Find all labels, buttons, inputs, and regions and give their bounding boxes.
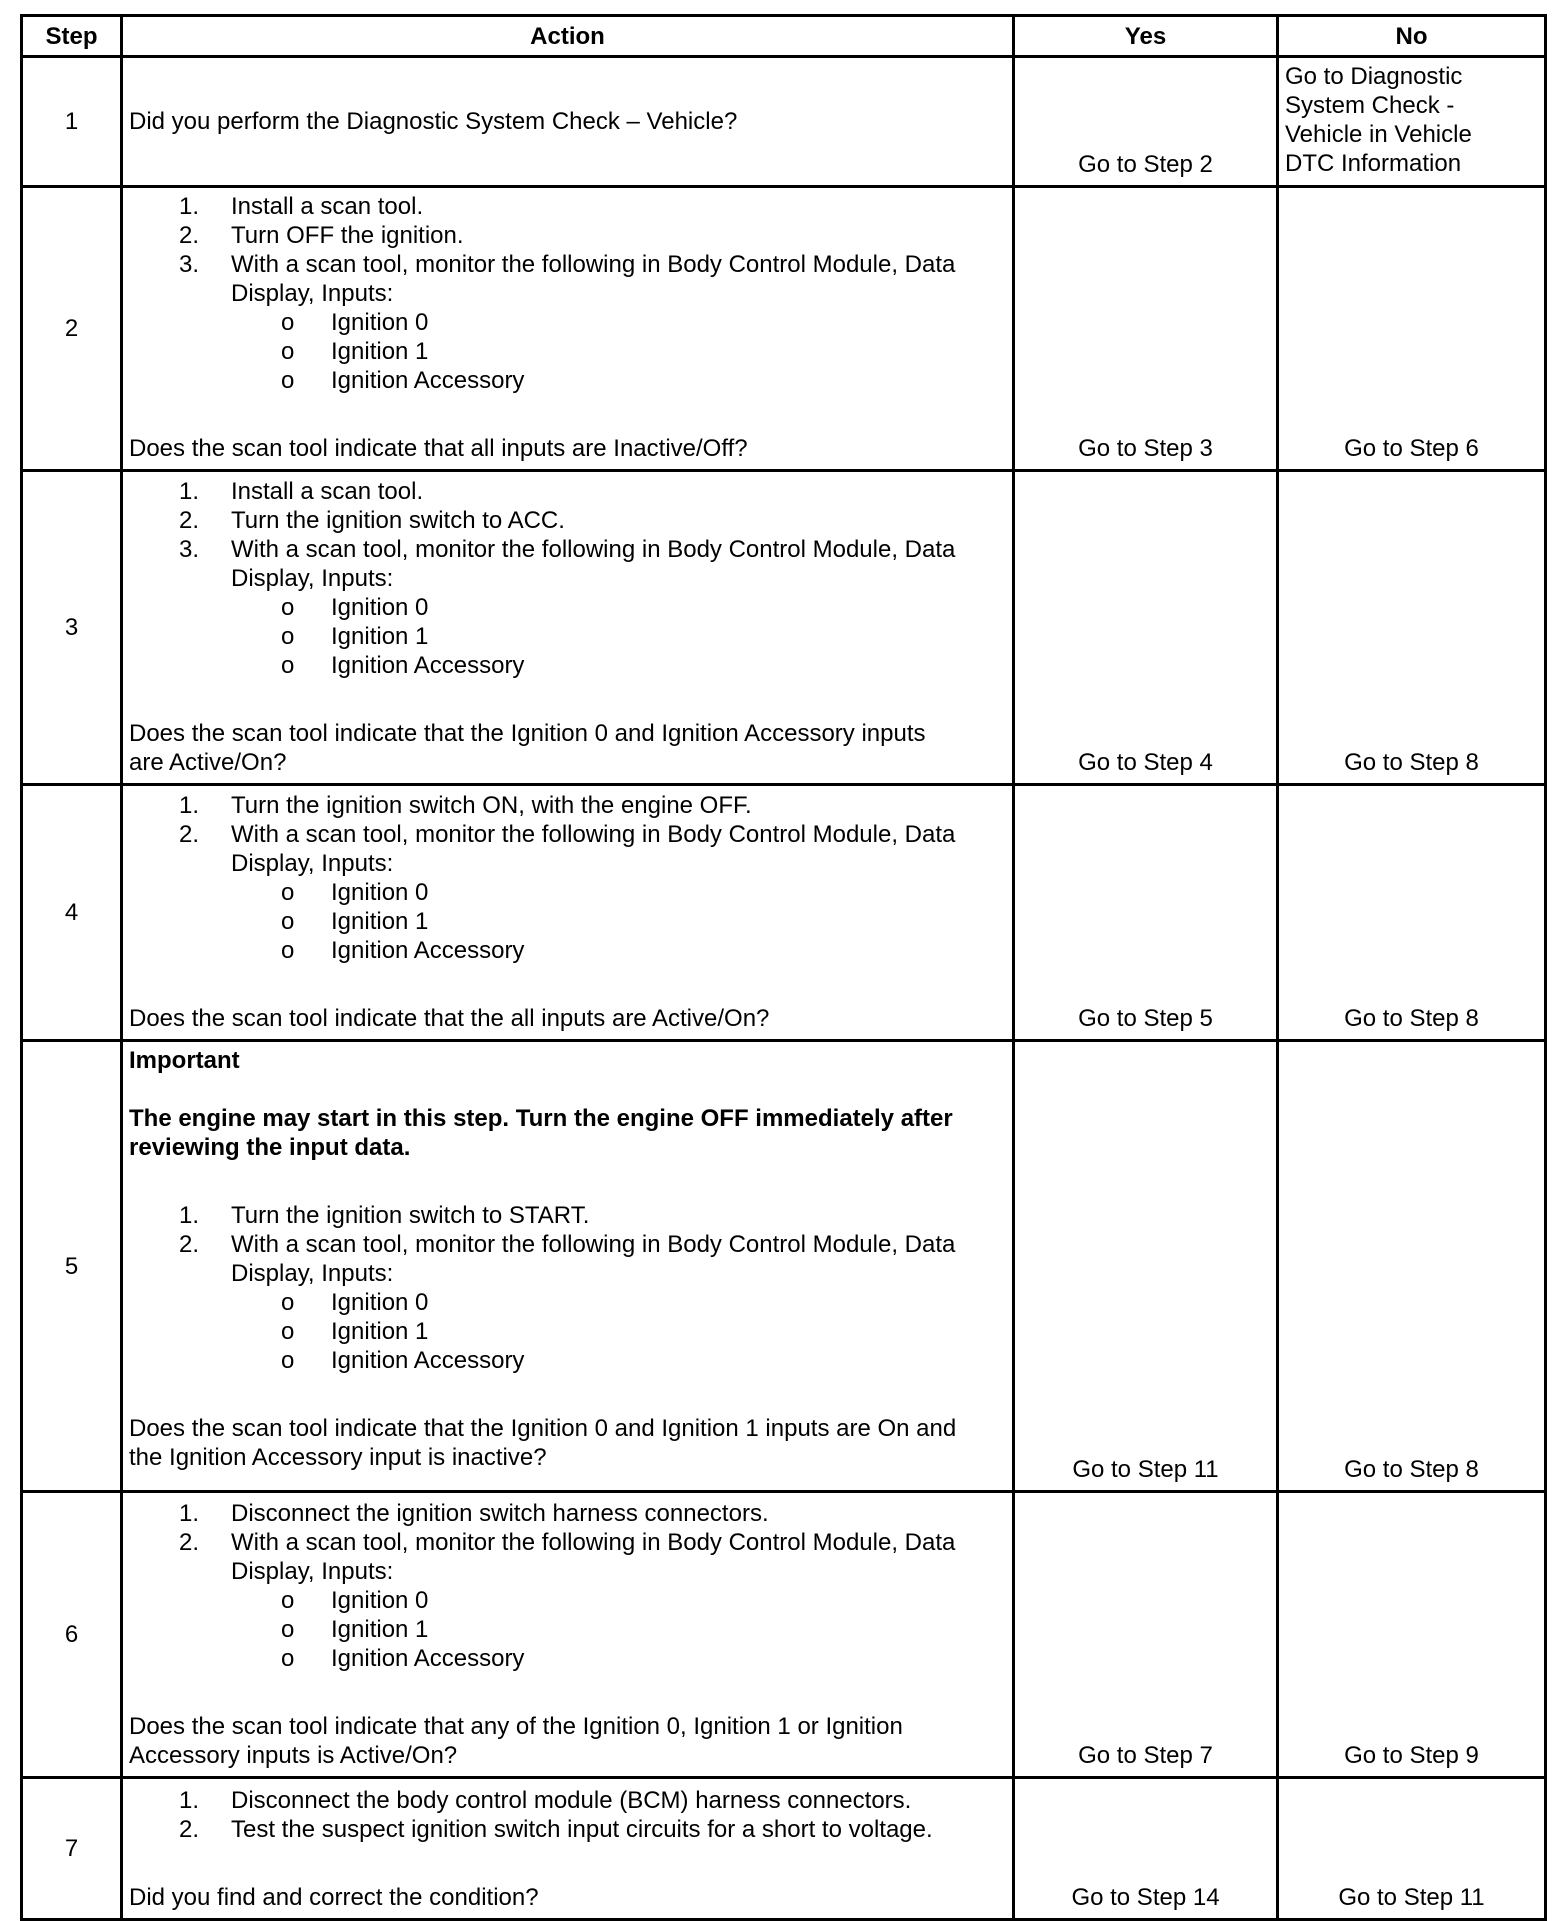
yes-cell: Go to Step 14 [1014,1778,1278,1920]
step-number: 2 [22,187,122,471]
yes-cell: Go to Step 3 [1014,187,1278,471]
sub-item: o Ignition Accessory [281,1645,525,1672]
action-list [129,791,1006,965]
sub-item: o Ignition Accessory [281,367,525,394]
question-text: Did you find and correct the condition? [129,1884,539,1911]
header-action: Action [122,16,1014,57]
yes-cell: Go to Step 7 [1014,1492,1278,1778]
list-item: 1. Disconnect the body control module (BCM) harness connectors. [179,1787,912,1814]
step-number: 6 [22,1492,122,1778]
yes-cell: Go to Step 11 [1014,1041,1278,1492]
list-item: 3. With a scan tool, monitor the following in Body Control Module, Data Display, Inputs: o Ignition 0 o Ignition 1 o Ignition Accessory [129,535,1006,680]
sub-list [231,1586,1006,1673]
list-item: 1. Install a scan tool. [179,193,424,220]
sub-item: o Ignition Accessory [281,937,525,964]
table-row [22,1041,1546,1492]
no-cell [1278,57,1546,187]
no-line: DTC Information [1285,150,1462,177]
no-cell: Go to Step 6 [1278,187,1546,471]
list-item: 2. With a scan tool, monitor the following in Body Control Module, Data Display, Inputs: o Ignition 0 o Ignition 1 o Ignition Accessory [129,1230,1006,1375]
list-item: 2. With a scan tool, monitor the following in Body Control Module, Data Display, Inputs: o Ignition 0 o Ignition 1 o Ignition Accessory [129,820,1006,965]
sub-list [231,878,1006,965]
sub-item: o Ignition 1 [281,908,429,935]
yes-cell: Go to Step 2 [1014,57,1278,187]
action-cell [122,471,1014,785]
step-number: 5 [22,1041,122,1492]
list-item: 2. Turn the ignition switch to ACC. [179,507,565,534]
list-item: 1. Turn the ignition switch ON, with the engine OFF. [179,792,752,819]
diagnostic-table [20,14,1547,1921]
sub-list [231,1288,1006,1375]
step-number: 3 [22,471,122,785]
list-item: 2. Turn OFF the ignition. [179,222,464,249]
table-row [22,187,1546,471]
important-heading: Important [129,1047,240,1074]
no-cell: Go to Step 8 [1278,785,1546,1041]
list-item: 2. Test the suspect ignition switch input circuits for a short to voltage. [179,1816,933,1843]
sub-list [231,593,1006,680]
step-number: 7 [22,1778,122,1920]
header-step: Step [22,16,122,57]
action-list [129,1201,1006,1375]
no-cell: Go to Step 11 [1278,1778,1546,1920]
no-cell: Go to Step 8 [1278,1041,1546,1492]
header-no: No [1278,16,1546,57]
table-row [22,785,1546,1041]
action-cell [122,1041,1014,1492]
sub-item: o Ignition 0 [281,594,429,621]
no-line: Vehicle in Vehicle [1285,121,1472,148]
yes-cell: Go to Step 5 [1014,785,1278,1041]
sub-item: o Ignition 0 [281,1289,429,1316]
step-number: 4 [22,785,122,1041]
list-item: 1. Install a scan tool. [179,478,424,505]
sub-item: o Ignition 1 [281,338,429,365]
action-cell [122,187,1014,471]
sub-item: o Ignition 0 [281,1587,429,1614]
list-item: 2. With a scan tool, monitor the following in Body Control Module, Data Display, Inputs: o Ignition 0 o Ignition 1 o Ignition Accessory [129,1528,1006,1673]
list-item: 3. With a scan tool, monitor the following in Body Control Module, Data Display, Inputs: o Ignition 0 o Ignition 1 o Ignition Accessory [129,250,1006,395]
sub-item: o Ignition 1 [281,1616,429,1643]
sub-item: o Ignition 0 [281,309,429,336]
action-cell [122,785,1014,1041]
sub-item: o Ignition 1 [281,623,429,650]
table-row [22,57,1546,187]
sub-list [231,308,1006,395]
sub-item: o Ignition Accessory [281,1347,525,1374]
question-text: Did you perform the Diagnostic System Check – Vehicle? [129,108,738,135]
sub-item: o Ignition Accessory [281,652,525,679]
no-cell: Go to Step 9 [1278,1492,1546,1778]
warning-text: The engine may start in this step. Turn the engine OFF immediately after reviewing the input data. [129,1105,953,1161]
action-list [129,1786,1006,1844]
question-text: Does the scan tool indicate that the all inputs are Active/On? [129,1005,770,1032]
action-cell [122,57,1014,187]
yes-cell: Go to Step 4 [1014,471,1278,785]
header-row [22,16,1546,57]
question-text: Does the scan tool indicate that any of the Ignition 0, Ignition 1 or Ignition Accessory inputs is Active/On? [129,1713,903,1769]
no-cell: Go to Step 8 [1278,471,1546,785]
step-number: 1 [22,57,122,187]
question-text: Does the scan tool indicate that the Ignition 0 and Ignition Accessory inputs are Active/On? [129,720,926,776]
question-text: Does the scan tool indicate that the Ignition 0 and Ignition 1 inputs are On and the Ignition Accessory input is inactive? [129,1415,957,1471]
table-row [22,1778,1546,1920]
list-item: 1. Turn the ignition switch to START. [179,1202,590,1229]
no-line: Go to Diagnostic [1285,63,1463,90]
list-item: 1. Disconnect the ignition switch harness connectors. [179,1500,769,1527]
sub-item: o Ignition 0 [281,879,429,906]
action-list [129,477,1006,680]
action-cell [122,1778,1014,1920]
table-row [22,471,1546,785]
table-row [22,1492,1546,1778]
action-list [129,1499,1006,1673]
question-text: Does the scan tool indicate that all inputs are Inactive/Off? [129,435,748,462]
action-cell [122,1492,1014,1778]
action-list [129,192,1006,395]
no-line: System Check - [1285,92,1455,119]
sub-item: o Ignition 1 [281,1318,429,1345]
header-yes: Yes [1014,16,1278,57]
